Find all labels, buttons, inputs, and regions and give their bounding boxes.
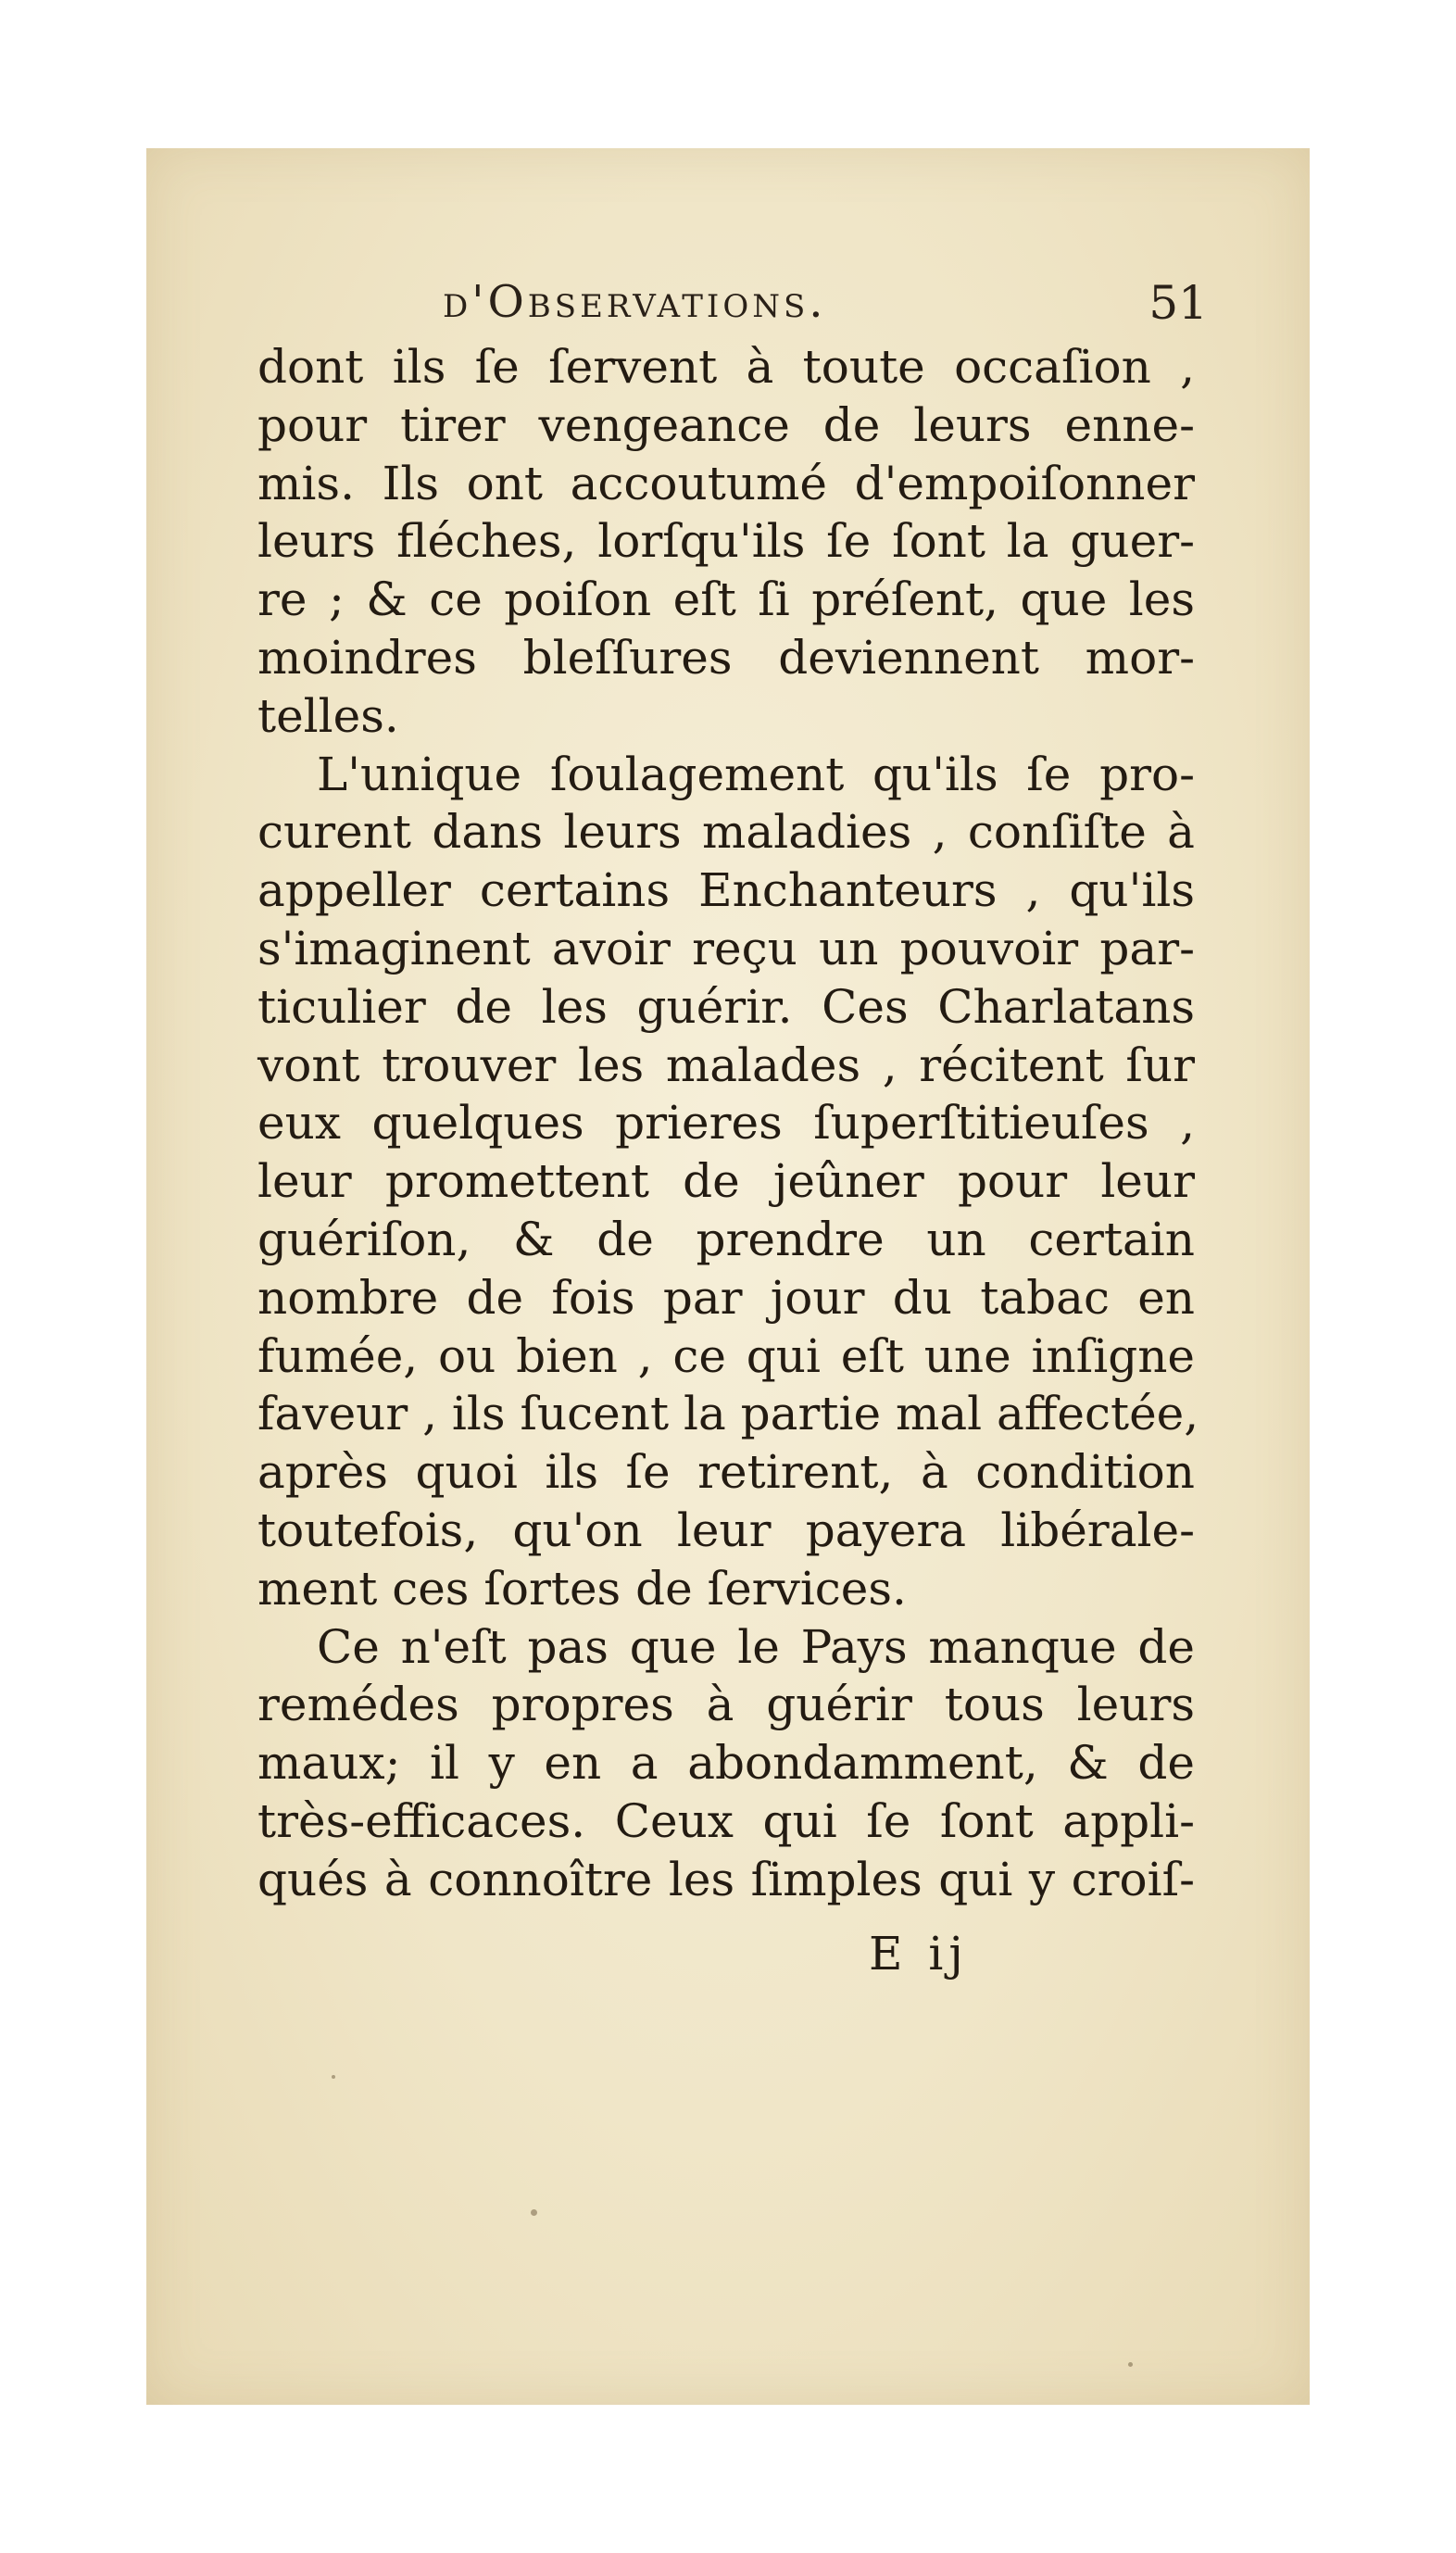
text-line: telles.	[257, 688, 399, 743]
text-line: après quoi ils ſe retirent, à condition	[257, 1445, 1195, 1500]
page-number: 51	[1148, 276, 1208, 330]
text-line: remédes propres à guérir tous leurs	[257, 1678, 1195, 1732]
running-title: d'Observations.	[443, 276, 827, 328]
text-line: toutefois, qu'on leur payera libérale-	[257, 1503, 1195, 1557]
text-line: leur promettent de jeûner pour leur	[257, 1154, 1195, 1209]
text-line: mis. Ils ont accoutumé d'empoiſonner	[257, 456, 1195, 510]
text-line: leurs fléches, lorſqu'ils ſe ſont la guer-	[257, 514, 1195, 569]
text-line: faveur , ils ſucent la partie mal affectée,	[257, 1387, 1199, 1441]
text-line: Ce n'eſt pas que le Pays manque de	[317, 1619, 1195, 1674]
text-line: curent dans leurs maladies , conſiſte à	[257, 805, 1195, 860]
signature-mark: E ij	[869, 1927, 969, 1981]
text-line: s'imaginent avoir reçu un pouvoir par-	[257, 921, 1195, 975]
text-line: dont ils ſe ſervent à toute occaſion ,	[257, 340, 1195, 394]
paper-speck	[332, 2075, 335, 2079]
text-line: moindres bleſſures deviennent mor-	[257, 630, 1195, 685]
text-line: L'unique ſoulagement qu'ils ſe pro-	[317, 747, 1195, 801]
text-line: très-efficaces. Ceux qui ſe ſont appli-	[257, 1793, 1195, 1848]
text-line: ment ces ſortes de ſervices.	[257, 1561, 907, 1616]
text-line: appeller certains Enchanteurs , qu'ils	[257, 863, 1195, 918]
text-line: qués à connoître les ſimples qui y croiſ-	[257, 1852, 1195, 1906]
text-line: re ; & ce poiſon eſt ſi préſent, que les	[257, 572, 1195, 627]
text-line: maux; il y en a abondamment, & de	[257, 1736, 1195, 1791]
paper-speck	[1128, 2362, 1133, 2367]
body-text	[257, 338, 1199, 1909]
text-line: ticulier de les guérir. Ces Charlatans	[257, 979, 1195, 1034]
text-line: pour tirer vengeance de leurs enne-	[257, 397, 1195, 452]
page-header	[146, 276, 1310, 332]
text-line: vont trouver les malades , récitent ſur	[257, 1038, 1195, 1092]
book-page	[146, 148, 1310, 2405]
text-line: nombre de fois par jour du tabac en	[257, 1270, 1195, 1325]
paper-speck	[531, 2209, 537, 2216]
text-line: guériſon, & de prendre un certain	[257, 1212, 1195, 1266]
text-line: fumée, ou bien , ce qui eſt une inſigne	[257, 1328, 1195, 1383]
text-line: eux quelques prieres ſuperſtitieuſes ,	[257, 1096, 1195, 1151]
